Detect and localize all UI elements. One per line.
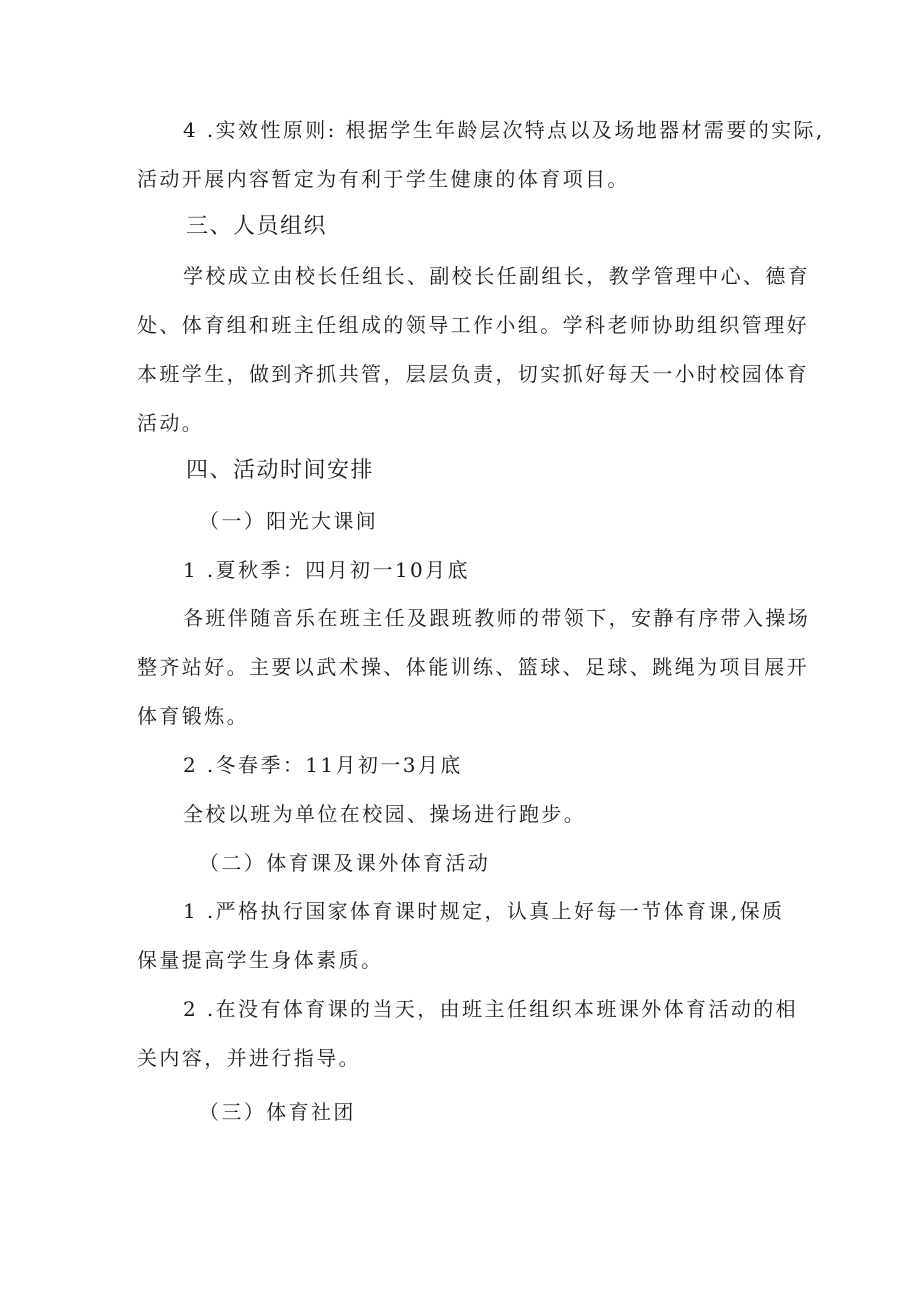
subheading-pe-class: （二）体育课及课外体育活动 — [199, 851, 491, 875]
paragraph-personnel-line-3: 本班学生，做到齐抓共管，层层负责，切实抓好每天一小时校园体育 — [137, 362, 809, 386]
section-heading-personnel: 三、人员组织 — [186, 214, 328, 239]
subheading-sunshine-break: （一）阳光大课间 — [199, 509, 379, 533]
subheading-sports-club: （三）体育社团 — [199, 1100, 356, 1124]
paragraph-principle-line-2: 活动开展内容暂定为有利于学生健康的体育项目。 — [137, 167, 630, 191]
item-pe-hours-line-1: 1 .严格执行国家体育课时规定，认真上好每一节体育课,保质 — [183, 899, 785, 923]
item-no-pe-day-line-1: 2 .在没有体育课的当天，由班主任组织本班课外体育活动的相 — [183, 997, 799, 1021]
paragraph-personnel-line-1: 学校成立由校长任组长、副校长任副组长，教学管理中心、德育 — [183, 264, 811, 288]
item-no-pe-day-line-2: 关内容，并进行指导。 — [137, 1046, 361, 1070]
item-pe-hours-line-2: 保量提高学生身体素质。 — [137, 948, 384, 972]
paragraph-break-line-2: 整齐站好。主要以武术操、体能训练、篮球、足球、跳绳为项目展开 — [137, 655, 809, 679]
paragraph-break-line-1: 各班伴随音乐在班主任及跟班教师的带领下，安静有序带入操场 — [183, 606, 811, 630]
paragraph-personnel-line-4: 活动。 — [137, 411, 205, 435]
item-summer-autumn: 1 .夏秋季：四月初一10月底 — [183, 558, 470, 582]
section-heading-schedule: 四、活动时间安排 — [186, 458, 375, 483]
paragraph-personnel-line-2: 处、体育组和班主任组成的领导工作小组。学科老师协助组织管理好 — [137, 313, 809, 337]
paragraph-break-line-3: 体育锻炼。 — [137, 704, 249, 728]
paragraph-running: 全校以班为单位在校园、操场进行跑步。 — [183, 802, 587, 826]
item-winter-spring: 2 .冬春季：11月初一3月底 — [183, 753, 463, 777]
paragraph-principle-line-1: 4 .实效性原则: 根据学生年龄层次特点以及场地器材需要的实际, — [183, 118, 825, 142]
